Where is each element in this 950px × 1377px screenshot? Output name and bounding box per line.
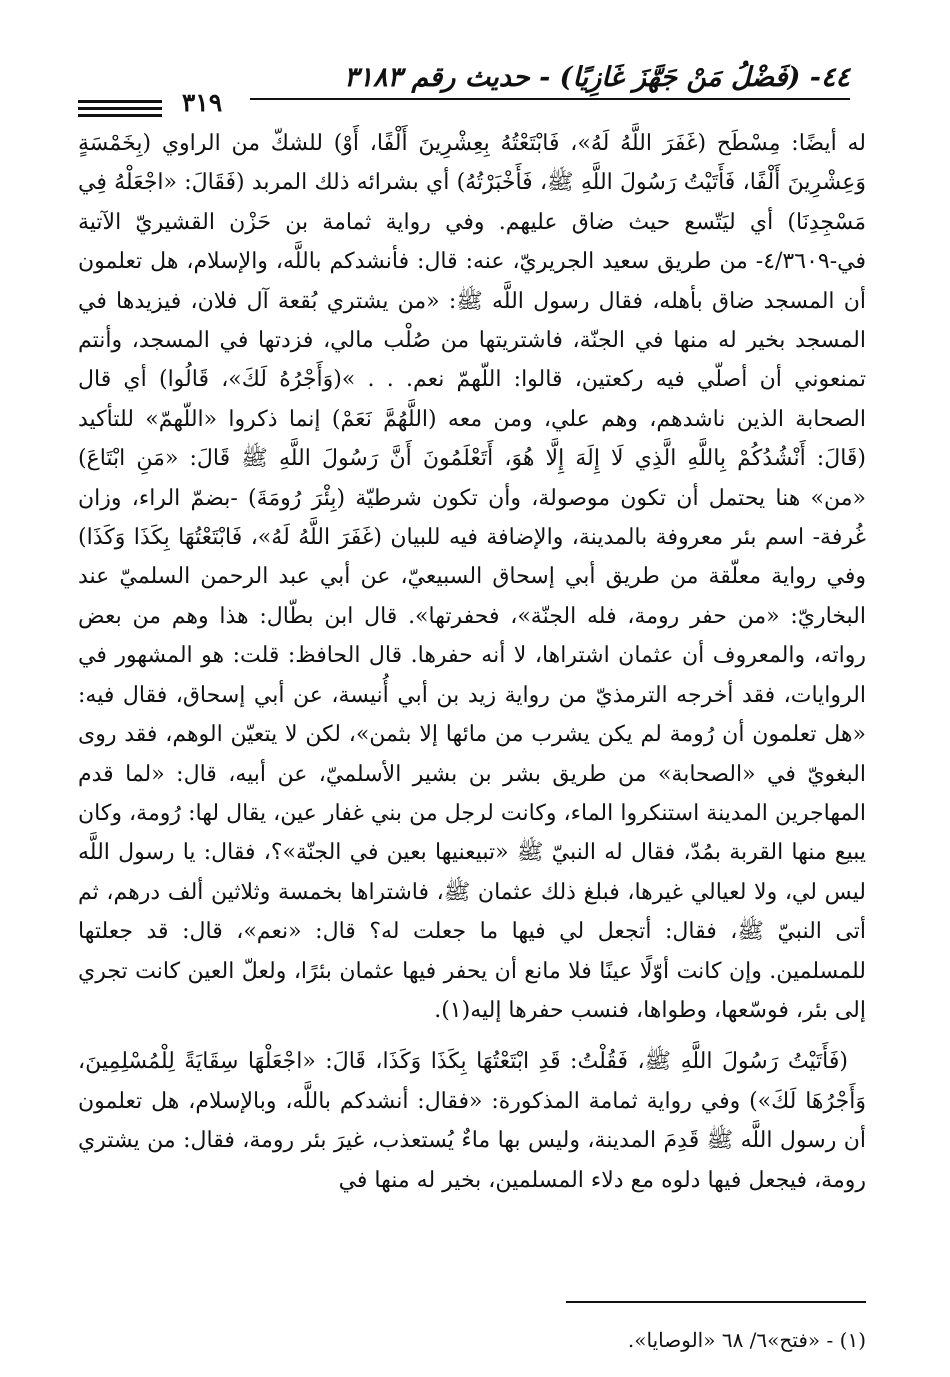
footnote: (١) - «فتح»٦/ ٦٨ «الوصايا».: [627, 1328, 866, 1352]
header-rule: [250, 98, 850, 100]
paragraph: له أيضًا: مِسْطَح (غَفَرَ اللَّهُ لَهُ»، فَابْتَعْتُهُ بِعِشْرِينَ أَلْفًا، أَوْ) للشكّ من الراوي (بِخَمْسَةٍ وَعِشْرِينَ أَلْفًا، فَأَتَيْتُ رَسُولَ اللَّهِ ﷺ، فَأَخْبَرْتُهُ) أي بشرائه ذلك المربد (فَقَالَ: «اجْعَلْهُ فِي مَسْجِدِنَا) أي ليَتّسع حيث ضاق عليهم. وفي رواية ثمامة بن حَزْن القشيريّ الآتية في-٤/٣٦٠٩- من طريق سعيد الجريريّ، عنه: قال: فأنشدكم باللَّه، والإسلام، هل تعلمون أن المسجد ضاق بأهله، فقال رسول اللَّه ﷺ: «من يشتري بُقعة آل فلان، فيزيدها في المسجد بخير له منها في الجنّة، فاشتريتها من صُلْب مالي، فزدتها في المسجد، وأنتم تمنعوني أن أصلّي فيه ركعتين، قالوا: اللّهمّ نعم. . . »(وَأَجْرُهُ لَكَ»، قَالُوا) أي قال الصحابة الذين ناشدهم، وهم علي، ومن معه (اللَّهُمَّ نَعَمْ) إنما ذكروا «اللّهمّ» للتأكيد (قَالَ: أَنْشُدُكُمْ بِاللَّهِ الَّذِي لَا إِلَهَ إِلَّا هُوَ، أَتَعْلَمُونَ أَنَّ رَسُولَ اللَّهِ ﷺ قَالَ: «مَنِ ابْتَاعَ) «من» هنا يحتمل أن تكون موصولة، وأن تكون شرطيّة (بِئْرَ رُومَةَ) -بضمّ الراء، وزان غُرفة- اسم بئر معروفة بالمدينة، والإضافة فيه للبيان (غَفَرَ اللَّهُ لَهُ»، فَابْتَعْتُهَا بِكَذَا وَكَذَا) وفي رواية معلّقة من طريق أبي إسحاق السبيعيّ، عن أبي عبد الرحمن السلميّ عند البخاريّ: «من حفر رومة، فله الجنّة»، فحفرتها». قال ابن بطّال: هذا وهم من بعض رواته، والمعروف أن عثمان اشتراها، لا أنه حفرها. قال الحافظ: قلت: هو المشهور في الروايات، فقد أخرجه الترمذيّ من رواية زيد بن أبي أُنيسة، عن أبي إسحاق، فقال فيه: «هل تعلمون أن رُومة لم يكن يشرب من مائها إلا بثمن»، لكن لا يتعيّن الوهم، فقد روى البغويّ في «الصحابة» من طريق بشر بن بشير الأسلميّ، عن أبيه، قال: «لما قدم المهاجرين المدينة استنكروا الماء، وكانت لرجل من بني غفار عين، يقال لها: رُومة، وكان يبيع منها القربة بمُدّ، فقال له النبيّ ﷺ «تبيعنيها بعين في الجنّة»؟، فقال: يا رسول اللَّه ليس لي، ولا لعيالي غيرها، فبلغ ذلك عثمان ﷺ، فاشتراها بخمسة وثلاثين ألف درهم، ثم أتى النبيّ ﷺ، فقال: أتجعل لي فيها ما جعلت له؟ قال: «نعم»، قال: قد جعلتها للمسلمين. وإن كانت أوّلًا عينًا فلا مانع أن يحفر فيها عثمان بئرًا، ولعلّ العين كانت تجري إلى بئر، فوسّعها، وطواها، فنسب حفرها إليه(١).: [78, 131, 867, 1023]
page-number: ٣١٩: [181, 88, 223, 117]
page-number-rule: [78, 114, 162, 117]
main-text: [78, 124, 866, 1200]
footnote-separator: [566, 1301, 866, 1303]
paragraph: (فَأَتَيْتُ رَسُولَ اللَّهِ ﷺ، فَقُلْتُ: قَدِ ابْتَعْتُهَا بِكَذَا وَكَذَا، قَالَ: «اجْعَلْهَا سِقَايَةً لِلْمُسْلِمِينَ، وَأَجْرُهَا لَكَ») وفي رواية ثمامة المذكورة: «فقال: أنشدكم باللَّه، وبالإسلام، هل تعلمون أن رسول اللَّه ﷺ قَدِمَ المدينة، وليس بها ماءٌ يُستعذب، غيرَ بئر رومة، فقال: من يشتري رومة، فيجعل فيها دلوه مع دلاء المسلمين، بخير له منها في: [78, 1049, 866, 1193]
page-number-rule: [78, 100, 162, 103]
page-number-rule: [78, 107, 162, 110]
running-header-title: ٤٤- (فَضْلُ مَنْ جَهَّزَ غَازِيًا) - حديث رقم ٣١٨٣: [344, 62, 850, 93]
